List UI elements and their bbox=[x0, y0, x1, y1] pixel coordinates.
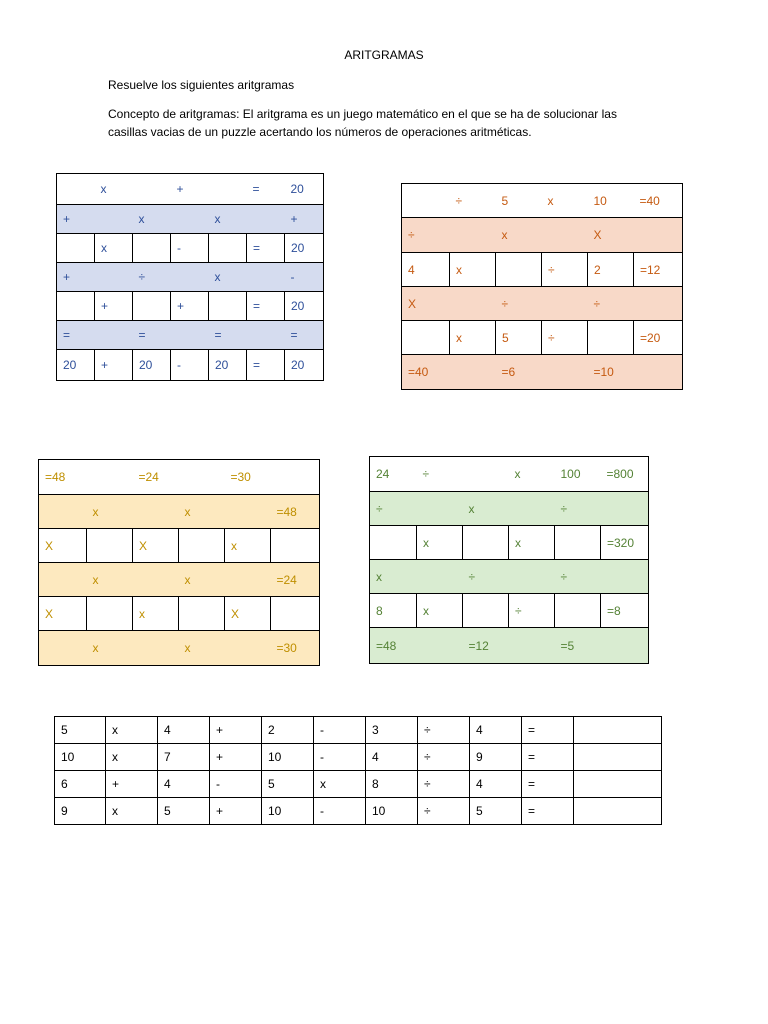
bottom-cell: + bbox=[210, 717, 262, 744]
orange-empty-cell[interactable] bbox=[542, 218, 588, 253]
orange-cell: =12 bbox=[634, 253, 683, 287]
green-empty-cell[interactable] bbox=[509, 560, 555, 594]
blue-empty-cell[interactable] bbox=[133, 234, 171, 263]
blue-empty-cell[interactable] bbox=[171, 205, 209, 234]
green-cell: x bbox=[509, 526, 555, 560]
green-empty-cell[interactable] bbox=[463, 526, 509, 560]
bottom-cell: + bbox=[210, 798, 262, 825]
orange-empty-cell[interactable] bbox=[450, 287, 496, 321]
gold-cell: =48 bbox=[39, 460, 87, 495]
bottom-empty-cell[interactable] bbox=[574, 717, 662, 744]
bottom-cell: 7 bbox=[158, 744, 210, 771]
green-row bbox=[370, 594, 649, 628]
blue-row bbox=[57, 321, 324, 350]
bottom-row bbox=[55, 717, 662, 744]
blue-cell: x bbox=[95, 234, 133, 263]
green-empty-cell[interactable] bbox=[601, 560, 649, 594]
gold-empty-cell[interactable] bbox=[133, 495, 179, 529]
green-cell: x bbox=[370, 560, 417, 594]
orange-empty-cell[interactable] bbox=[402, 321, 450, 355]
blue-row bbox=[57, 234, 324, 263]
orange-cell: ÷ bbox=[588, 287, 634, 321]
green-cell: =48 bbox=[370, 628, 417, 664]
blue-cell: ÷ bbox=[133, 263, 171, 292]
bottom-row bbox=[55, 798, 662, 825]
bottom-cell: x bbox=[106, 744, 158, 771]
orange-row bbox=[402, 253, 683, 287]
green-cell: =5 bbox=[555, 628, 601, 664]
blue-cell: x bbox=[95, 174, 133, 205]
green-cell: ÷ bbox=[555, 492, 601, 526]
orange-cell: =6 bbox=[496, 355, 542, 390]
blue-cell: - bbox=[285, 263, 324, 292]
green-empty-cell[interactable] bbox=[463, 457, 509, 492]
bottom-cell: 5 bbox=[55, 717, 106, 744]
gold-empty-cell[interactable] bbox=[271, 460, 320, 495]
blue-empty-cell[interactable] bbox=[247, 205, 285, 234]
green-cell: ÷ bbox=[555, 560, 601, 594]
orange-empty-cell[interactable] bbox=[542, 287, 588, 321]
gold-cell: x bbox=[133, 597, 179, 631]
green-cell: x bbox=[463, 492, 509, 526]
bottom-cell: 4 bbox=[158, 717, 210, 744]
bottom-cell: ÷ bbox=[418, 798, 470, 825]
blue-cell: = bbox=[133, 321, 171, 350]
gold-row bbox=[39, 597, 320, 631]
bottom-cell: 10 bbox=[262, 798, 314, 825]
operations-table bbox=[54, 716, 662, 825]
green-empty-cell[interactable] bbox=[463, 594, 509, 628]
bottom-cell: x bbox=[314, 771, 366, 798]
gold-empty-cell[interactable] bbox=[39, 495, 87, 529]
gold-empty-cell[interactable] bbox=[179, 529, 225, 563]
orange-cell: x bbox=[450, 253, 496, 287]
bottom-cell: ÷ bbox=[418, 717, 470, 744]
blue-cell: 20 bbox=[57, 350, 95, 381]
bottom-cell: 10 bbox=[55, 744, 106, 771]
orange-empty-cell[interactable] bbox=[450, 218, 496, 253]
blue-cell: 20 bbox=[285, 292, 324, 321]
gold-cell: =30 bbox=[225, 460, 271, 495]
orange-cell: 10 bbox=[588, 184, 634, 218]
green-cell: ÷ bbox=[417, 457, 463, 492]
bottom-cell: 3 bbox=[366, 717, 418, 744]
green-empty-cell[interactable] bbox=[509, 492, 555, 526]
bottom-empty-cell[interactable] bbox=[574, 744, 662, 771]
bottom-empty-cell[interactable] bbox=[574, 798, 662, 825]
orange-cell: X bbox=[402, 287, 450, 321]
bottom-cell: 10 bbox=[262, 744, 314, 771]
orange-cell: x bbox=[542, 184, 588, 218]
bottom-cell: = bbox=[522, 771, 574, 798]
orange-row bbox=[402, 218, 683, 253]
bottom-cell: + bbox=[106, 771, 158, 798]
gold-empty-cell[interactable] bbox=[179, 460, 225, 495]
orange-cell: x bbox=[450, 321, 496, 355]
bottom-cell: ÷ bbox=[418, 771, 470, 798]
bottom-cell: 5 bbox=[262, 771, 314, 798]
blue-cell: = bbox=[247, 292, 285, 321]
aritgrama-blue bbox=[56, 173, 324, 381]
blue-empty-cell[interactable] bbox=[209, 174, 247, 205]
blue-cell: + bbox=[171, 292, 209, 321]
bottom-cell: - bbox=[314, 798, 366, 825]
blue-row bbox=[57, 292, 324, 321]
orange-cell: ÷ bbox=[402, 218, 450, 253]
orange-cell: 5 bbox=[496, 321, 542, 355]
blue-empty-cell[interactable] bbox=[133, 174, 171, 205]
blue-cell: + bbox=[57, 263, 95, 292]
orange-empty-cell[interactable] bbox=[450, 355, 496, 390]
bottom-cell: 4 bbox=[470, 771, 522, 798]
green-cell: x bbox=[509, 457, 555, 492]
blue-cell: = bbox=[285, 321, 324, 350]
blue-empty-cell[interactable] bbox=[57, 174, 95, 205]
bottom-cell: 8 bbox=[366, 771, 418, 798]
blue-cell: - bbox=[171, 234, 209, 263]
green-empty-cell[interactable] bbox=[555, 526, 601, 560]
orange-cell: 4 bbox=[402, 253, 450, 287]
bottom-cell: x bbox=[106, 717, 158, 744]
orange-cell: ÷ bbox=[542, 253, 588, 287]
green-row bbox=[370, 457, 649, 492]
bottom-row bbox=[55, 771, 662, 798]
bottom-cell: + bbox=[210, 744, 262, 771]
bottom-cell: 5 bbox=[470, 798, 522, 825]
green-empty-cell[interactable] bbox=[417, 560, 463, 594]
orange-empty-cell[interactable] bbox=[496, 253, 542, 287]
blue-cell: 20 bbox=[285, 174, 324, 205]
bottom-cell: 4 bbox=[158, 771, 210, 798]
orange-empty-cell[interactable] bbox=[588, 321, 634, 355]
orange-cell: 2 bbox=[588, 253, 634, 287]
green-empty-cell[interactable] bbox=[417, 492, 463, 526]
bottom-cell: - bbox=[210, 771, 262, 798]
blue-cell: + bbox=[95, 292, 133, 321]
blue-empty-cell[interactable] bbox=[95, 263, 133, 292]
gold-empty-cell[interactable] bbox=[225, 563, 271, 597]
orange-row bbox=[402, 287, 683, 321]
bottom-cell: = bbox=[522, 717, 574, 744]
green-empty-cell[interactable] bbox=[370, 526, 417, 560]
orange-empty-cell[interactable] bbox=[634, 218, 683, 253]
blue-row bbox=[57, 263, 324, 292]
orange-empty-cell[interactable] bbox=[542, 355, 588, 390]
gold-row bbox=[39, 460, 320, 495]
blue-cell: + bbox=[57, 205, 95, 234]
green-cell: =800 bbox=[601, 457, 649, 492]
bottom-cell: 10 bbox=[366, 798, 418, 825]
green-cell: 24 bbox=[370, 457, 417, 492]
gold-cell: =24 bbox=[133, 460, 179, 495]
blue-empty-cell[interactable] bbox=[95, 205, 133, 234]
blue-row bbox=[57, 205, 324, 234]
blue-cell: 20 bbox=[209, 350, 247, 381]
green-cell: x bbox=[417, 594, 463, 628]
bottom-cell: = bbox=[522, 744, 574, 771]
blue-empty-cell[interactable] bbox=[171, 321, 209, 350]
gold-cell: x bbox=[87, 495, 133, 529]
blue-row bbox=[57, 350, 324, 381]
concept-paragraph: Concepto de aritgramas: El aritgrama es un juego matemático en el que se ha de solucionar las casillas vacias de un puzzle acertando los números de operaciones aritméticas. bbox=[108, 107, 617, 139]
green-row bbox=[370, 526, 649, 560]
gold-cell: x bbox=[87, 563, 133, 597]
blue-cell: x bbox=[209, 263, 247, 292]
green-cell: =8 bbox=[601, 594, 649, 628]
blue-cell: = bbox=[247, 350, 285, 381]
gold-empty-cell[interactable] bbox=[271, 597, 320, 631]
green-cell: ÷ bbox=[370, 492, 417, 526]
bottom-cell: - bbox=[314, 717, 366, 744]
orange-cell: =40 bbox=[402, 355, 450, 390]
gold-cell: X bbox=[133, 529, 179, 563]
gold-empty-cell[interactable] bbox=[225, 631, 271, 666]
aritgrama-gold bbox=[38, 459, 320, 666]
gold-empty-cell[interactable] bbox=[225, 495, 271, 529]
gold-empty-cell[interactable] bbox=[39, 563, 87, 597]
bottom-cell: 6 bbox=[55, 771, 106, 798]
blue-cell: = bbox=[247, 174, 285, 205]
green-cell: =320 bbox=[601, 526, 649, 560]
orange-cell: =40 bbox=[634, 184, 683, 218]
gold-row bbox=[39, 631, 320, 666]
bottom-cell: ÷ bbox=[418, 744, 470, 771]
green-cell: x bbox=[417, 526, 463, 560]
orange-cell: ÷ bbox=[542, 321, 588, 355]
blue-cell: x bbox=[209, 205, 247, 234]
instruction-text: Resuelve los siguientes aritgramas bbox=[108, 78, 295, 92]
gold-cell: X bbox=[39, 597, 87, 631]
blue-cell: = bbox=[209, 321, 247, 350]
bottom-cell: 4 bbox=[366, 744, 418, 771]
bottom-cell: 5 bbox=[158, 798, 210, 825]
blue-cell: 20 bbox=[133, 350, 171, 381]
gold-cell: x bbox=[179, 631, 225, 666]
blue-cell: - bbox=[171, 350, 209, 381]
orange-cell: =10 bbox=[588, 355, 634, 390]
blue-empty-cell[interactable] bbox=[247, 321, 285, 350]
blue-cell: = bbox=[247, 234, 285, 263]
bottom-cell: x bbox=[106, 798, 158, 825]
green-cell: 8 bbox=[370, 594, 417, 628]
orange-row bbox=[402, 184, 683, 218]
orange-row bbox=[402, 321, 683, 355]
gold-empty-cell[interactable] bbox=[87, 460, 133, 495]
gold-empty-cell[interactable] bbox=[271, 529, 320, 563]
gold-empty-cell[interactable] bbox=[179, 597, 225, 631]
orange-row bbox=[402, 355, 683, 390]
gold-empty-cell[interactable] bbox=[133, 563, 179, 597]
blue-row bbox=[57, 174, 324, 205]
gold-row bbox=[39, 563, 320, 597]
blue-empty-cell[interactable] bbox=[95, 321, 133, 350]
blue-cell: 20 bbox=[285, 234, 324, 263]
gold-cell: x bbox=[225, 529, 271, 563]
orange-empty-cell[interactable] bbox=[634, 287, 683, 321]
blue-cell: + bbox=[171, 174, 209, 205]
bottom-cell: 9 bbox=[470, 744, 522, 771]
gold-cell: x bbox=[179, 563, 225, 597]
orange-cell: x bbox=[496, 218, 542, 253]
blue-empty-cell[interactable] bbox=[171, 263, 209, 292]
blue-cell: + bbox=[285, 205, 324, 234]
bottom-cell: 4 bbox=[470, 717, 522, 744]
green-row bbox=[370, 560, 649, 594]
blue-cell: + bbox=[95, 350, 133, 381]
blue-cell: = bbox=[57, 321, 95, 350]
green-cell: ÷ bbox=[463, 560, 509, 594]
gold-empty-cell[interactable] bbox=[87, 597, 133, 631]
bottom-row bbox=[55, 744, 662, 771]
bottom-cell: - bbox=[314, 744, 366, 771]
gold-cell: x bbox=[179, 495, 225, 529]
gold-cell: X bbox=[39, 529, 87, 563]
gold-empty-cell[interactable] bbox=[133, 631, 179, 666]
green-empty-cell[interactable] bbox=[601, 628, 649, 664]
gold-cell: =24 bbox=[271, 563, 320, 597]
aritgrama-green bbox=[369, 456, 649, 664]
orange-empty-cell[interactable] bbox=[634, 355, 683, 390]
green-row bbox=[370, 492, 649, 526]
blue-empty-cell[interactable] bbox=[247, 263, 285, 292]
green-cell: ÷ bbox=[509, 594, 555, 628]
gold-cell: X bbox=[225, 597, 271, 631]
green-row bbox=[370, 628, 649, 664]
blue-empty-cell[interactable] bbox=[209, 234, 247, 263]
green-empty-cell[interactable] bbox=[509, 628, 555, 664]
orange-cell: ÷ bbox=[496, 287, 542, 321]
blue-empty-cell[interactable] bbox=[209, 292, 247, 321]
blue-cell: 20 bbox=[285, 350, 324, 381]
bottom-cell: 9 bbox=[55, 798, 106, 825]
blue-empty-cell[interactable] bbox=[57, 234, 95, 263]
bottom-cell: = bbox=[522, 798, 574, 825]
gold-cell: x bbox=[87, 631, 133, 666]
orange-cell: 5 bbox=[496, 184, 542, 218]
gold-row bbox=[39, 495, 320, 529]
aritgrama-orange bbox=[401, 183, 683, 390]
blue-empty-cell[interactable] bbox=[133, 292, 171, 321]
orange-cell: =20 bbox=[634, 321, 683, 355]
orange-cell: ÷ bbox=[450, 184, 496, 218]
gold-row bbox=[39, 529, 320, 563]
gold-cell: =48 bbox=[271, 495, 320, 529]
gold-empty-cell[interactable] bbox=[39, 631, 87, 666]
green-cell: =12 bbox=[463, 628, 509, 664]
orange-cell: X bbox=[588, 218, 634, 253]
gold-empty-cell[interactable] bbox=[87, 529, 133, 563]
blue-cell: x bbox=[133, 205, 171, 234]
bottom-cell: 2 bbox=[262, 717, 314, 744]
orange-empty-cell[interactable] bbox=[402, 184, 450, 218]
bottom-empty-cell[interactable] bbox=[574, 771, 662, 798]
green-empty-cell[interactable] bbox=[601, 492, 649, 526]
gold-cell: =30 bbox=[271, 631, 320, 666]
green-cell: 100 bbox=[555, 457, 601, 492]
green-empty-cell[interactable] bbox=[417, 628, 463, 664]
page-title: ARITGRAMAS bbox=[344, 48, 424, 62]
green-empty-cell[interactable] bbox=[555, 594, 601, 628]
blue-empty-cell[interactable] bbox=[57, 292, 95, 321]
